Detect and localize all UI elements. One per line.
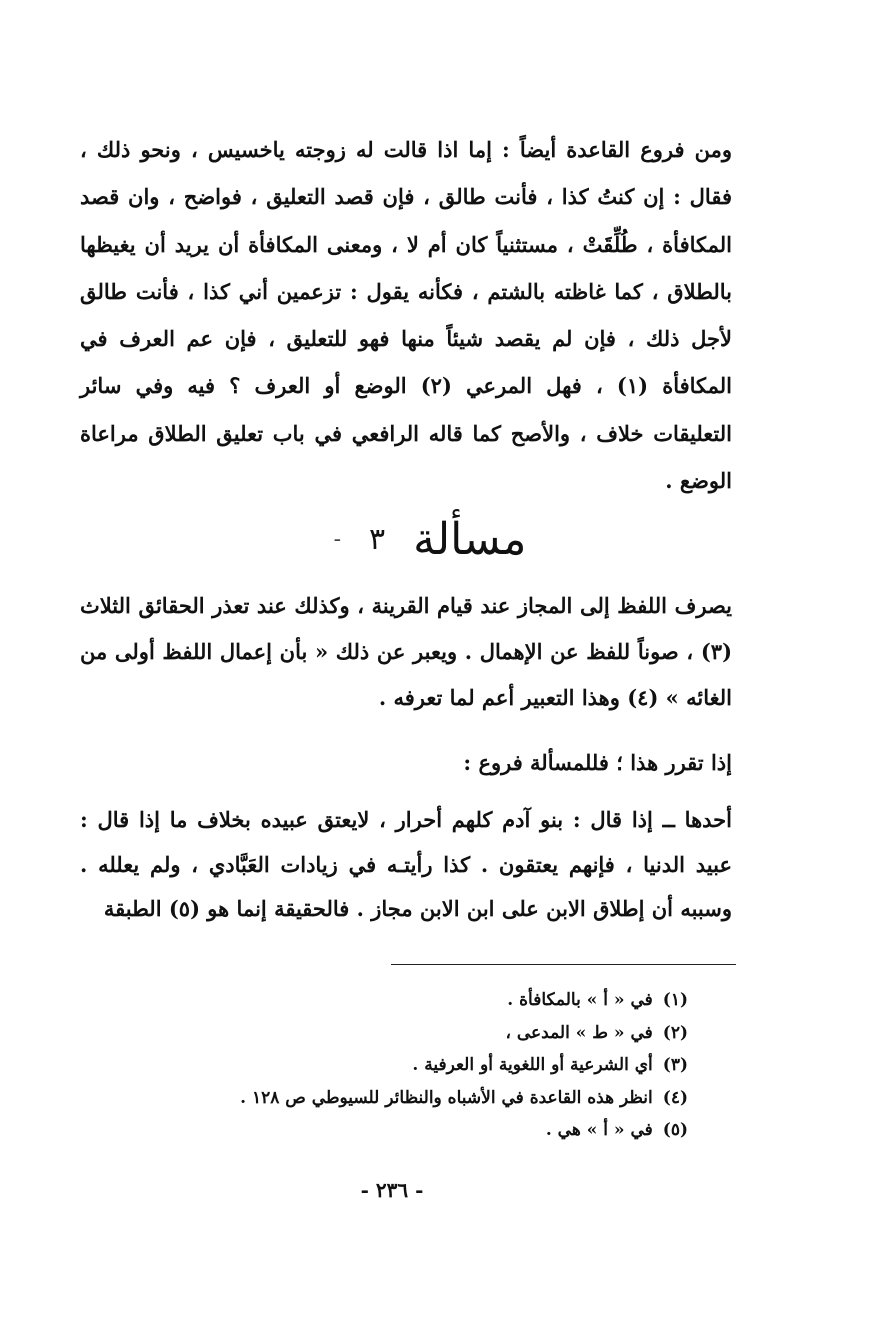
section-heading: [290, 504, 570, 574]
body-paragraph-4: أحدها ــ إذا قال : بنو آدم كلهم أحرار ، لايعتق عبيده بخلاف ما إذا قال : عبيد الدنيا ، فإنهم يعتقون . كذا رأيتـه في زيادات العَبَّادي ، ولم يعلله . وسببه أن إطلاق الابن على ابن الابن مجاز . فالحقيقة إنما هو (٥) الطبقة: [80, 807, 732, 921]
footnote-text: أي الشرعية أو اللغوية أو العرفية .: [412, 1055, 653, 1075]
footnote-number: (٣): [662, 1055, 688, 1075]
footnotes-list: [180, 984, 688, 1147]
section-heading-number: ٣: [369, 521, 386, 557]
footnote-number: (٢): [662, 1022, 688, 1043]
footnote-item: [180, 1114, 688, 1147]
footnote-item: [180, 1049, 688, 1082]
footnote-number: (١): [662, 990, 688, 1010]
footnote-text: انظر هذه القاعدة في الأشباه والنظائر للسيوطي ص ١٢٨ .: [240, 1087, 653, 1108]
footnote-item: [180, 984, 688, 1017]
body-paragraph-3: إذا تقرر هذا ؛ فللمسألة فروع :: [463, 750, 732, 775]
footnote-text: في « أ » هي .: [545, 1120, 653, 1140]
body-paragraph-2: يصرف اللفظ إلى المجاز عند قيام القرينة ، وكذلك عند تعذر الحقائق الثلاث (٣) ، صوناً للفظ عن الإهمال . ويعبر عن ذلك « بأن إعمال اللفظ أولى من الغائه » (٤) وهذا التعبير أعم لما تعرفه .: [80, 593, 732, 710]
section-heading-word: مسألة: [413, 513, 527, 565]
footnote-item: [180, 1017, 688, 1050]
body-paragraph-1: ومن فروع القاعدة أيضاً : إما اذا قالت له زوجته ياخسيس ، ونحو ذلك ، فقال : إن كنتُ كذا ، فأنت طالق ، فإن قصد التعليق ، فواضح ، وان قصد المكافأة ، طُلِّقَتْ ، مستثنياً كان أم لا ، ومعنى المكافأة أن يريد أن يغيظها بالطلاق ، كما غاظته بالشتم ، فكأنه يقول : تزعمين أني كذا ، فأنت طالق لأجل ذلك ، فإن لم يقصد شيئاً منها فهو للتعليق ، فإن عم العرف في المكافأة (١) ، فهل المرعي (٢) الوضع أو العرف ؟ فيه وفي سائر التعليقات خلاف ، والأصح كما قاله الرافعي في باب تعليق الطلاق مراعاة الوضع .: [80, 137, 733, 494]
footnote-number: (٥): [662, 1120, 688, 1140]
footnote-text: في « أ » بالمكافأة .: [507, 990, 653, 1010]
heading-ornament-dash: -: [333, 526, 342, 552]
footnote-number: (٤): [662, 1087, 688, 1108]
footnote-divider: [391, 964, 736, 965]
footnote-item: [180, 1082, 688, 1115]
page-number: - ٢٣٦ -: [360, 1178, 424, 1202]
footnote-text: في « ط » المدعى ،: [505, 1022, 653, 1043]
